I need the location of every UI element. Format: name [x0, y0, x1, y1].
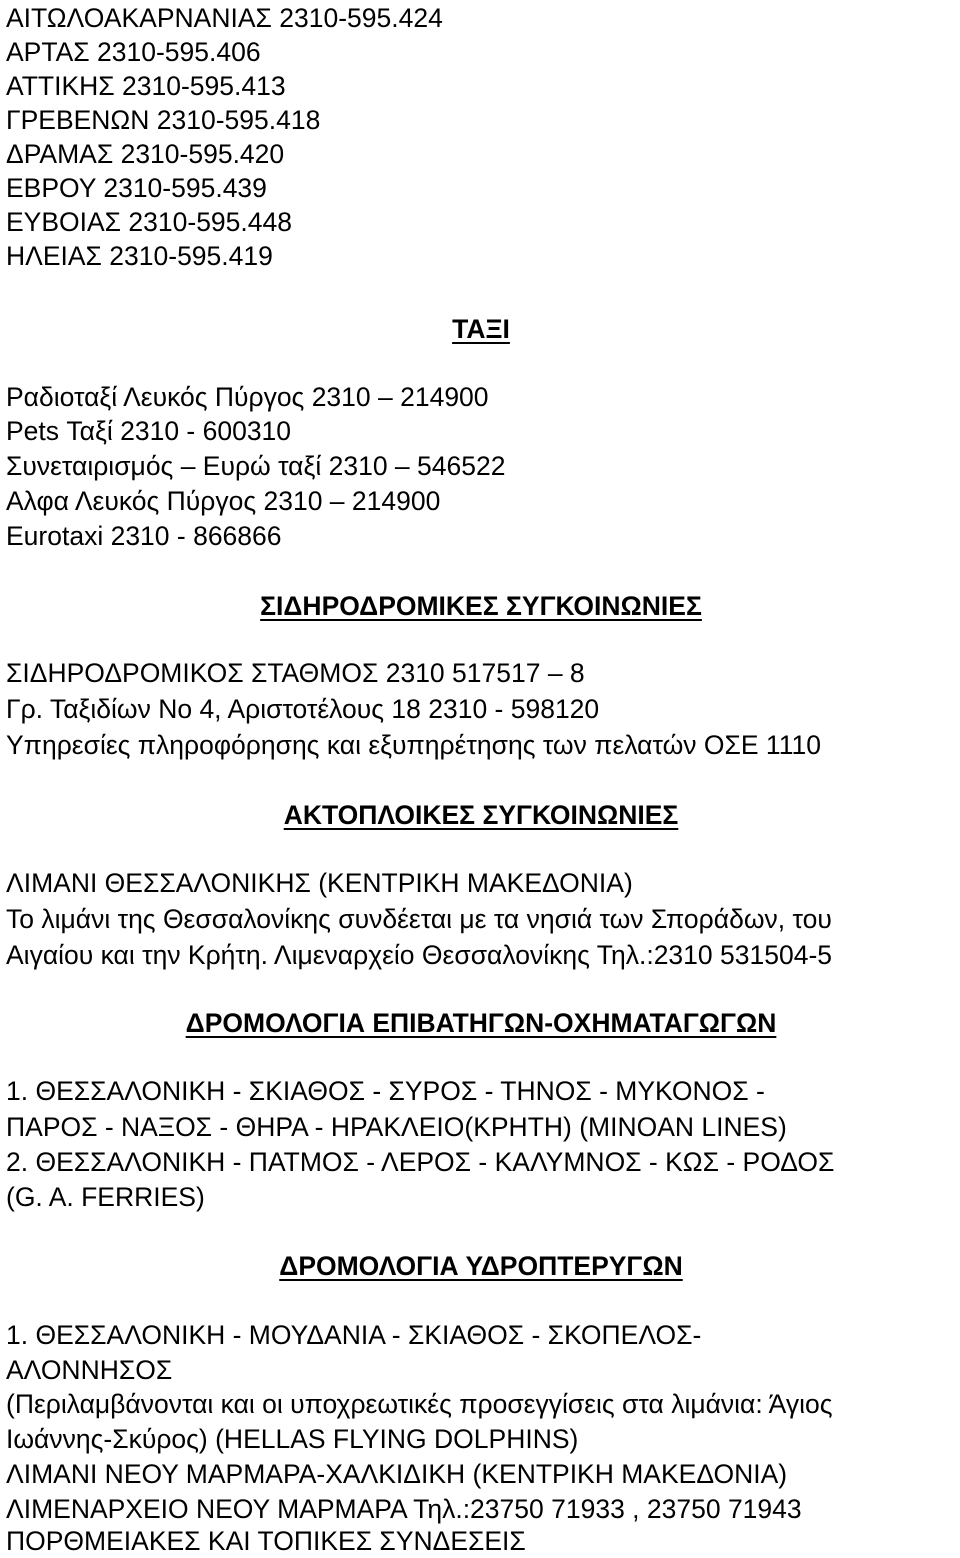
prefecture-line: ΓΡΕΒΕΝΩΝ 2310-595.418	[6, 105, 321, 135]
sea-line: Αιγαίου και την Κρήτη. Λιμεναρχείο Θεσσαλονίκης Τηλ.:2310 531504-5	[6, 940, 833, 970]
taxi-line: Ραδιοταξί Λευκός Πύργος 2310 – 214900	[6, 382, 489, 412]
hydrofoils-line: ΛΙΜΕΝΑΡΧΕΙΟ ΝΕΟΥ ΜΑΡΜΑΡΑ Τηλ.:23750 71933 , 23750 71943	[6, 1494, 802, 1524]
taxi-line: Pets Ταξί 2310 - 600310	[6, 416, 292, 446]
prefecture-line: ΕΥΒΟΙΑΣ 2310-595.448	[6, 207, 292, 237]
hydrofoils-line: ΑΛΟΝΝΗΣΟΣ	[6, 1355, 173, 1385]
ferries-line: ΠΑΡΟΣ - ΝΑΞΟΣ - ΘΗΡΑ - ΗΡΑΚΛΕΙΟ(ΚΡΗΤΗ) (MINOAN LINES)	[6, 1112, 787, 1142]
taxi-line: Αλφα Λευκός Πύργος 2310 – 214900	[6, 486, 441, 516]
sea-heading: ΑΚΤΟΠΛΟΙΚΕΣ ΣΥΓΚΟΙΝΩΝΙΕΣ	[283, 800, 679, 830]
prefecture-line: ΗΛΕΙΑΣ 2310-595.419	[6, 241, 273, 271]
hydrofoils-line: (Περιλαμβάνονται και οι υποχρεωτικές προσεγγίσεις στα λιμάνια: Άγιος	[6, 1389, 833, 1419]
hydrofoils-line: ΠΟΡΘΜΕΙΑΚΕΣ ΚΑΙ ΤΟΠΙΚΕΣ ΣΥΝΔΕΣΕΙΣ	[6, 1526, 526, 1556]
rail-line: Υπηρεσίες πληροφόρησης και εξυπηρέτησης των πελατών ΟΣΕ 1110	[6, 730, 821, 760]
prefecture-line: ΑΤΤΙΚΗΣ 2310-595.413	[6, 71, 286, 101]
prefecture-line: ΑΡΤΑΣ 2310-595.406	[6, 37, 261, 67]
ferries-heading: ΔΡΟΜΟΛΟΓΙΑ ΕΠΙΒΑΤΗΓΩΝ-ΟΧΗΜΑΤΑΓΩΓΩΝ	[185, 1008, 777, 1038]
taxi-line: Συνεταιρισμός – Ευρώ ταξί 2310 – 546522	[6, 451, 506, 481]
rail-line: ΣΙΔΗΡΟΔΡΟΜΙΚΟΣ ΣΤΑΘΜΟΣ 2310 517517 – 8	[6, 658, 585, 688]
hydrofoils-line: ΛΙΜΑΝΙ ΝΕΟΥ ΜΑΡΜΑΡΑ-ΧΑΛΚΙΔΙΚΗ (ΚΕΝΤΡΙΚΗ ΜΑΚΕΔΟΝΙΑ)	[6, 1459, 788, 1489]
ferries-line: 1. ΘΕΣΣΑΛΟΝΙΚΗ - ΣΚΙΑΘΟΣ - ΣΥΡΟΣ - ΤΗΝΟΣ - ΜΥΚΟΝΟΣ -	[6, 1076, 765, 1106]
ferries-line: 2. ΘΕΣΣΑΛΟΝΙΚΗ - ΠΑΤΜΟΣ - ΛΕΡΟΣ - ΚΑΛΥΜΝΟΣ - ΚΩΣ - ΡΟΔΟΣ	[6, 1147, 835, 1177]
rail-line: Γρ. Ταξιδίων Νο 4, Αριστοτέλους 18 2310 - 598120	[6, 694, 600, 724]
hydrofoils-line: Ιωάννης-Σκύρος) (HELLAS FLYING DOLPHINS)	[6, 1424, 579, 1454]
hydrofoils-heading: ΔΡΟΜΟΛΟΓΙΑ ΥΔΡΟΠΤΕΡΥΓΩΝ	[279, 1251, 683, 1281]
taxi-heading: ΤΑΞΙ	[452, 314, 510, 344]
sea-line: ΛΙΜΑΝΙ ΘΕΣΣΑΛΟΝΙΚΗΣ (ΚΕΝΤΡΙΚΗ ΜΑΚΕΔΟΝΙΑ)	[6, 868, 633, 898]
sea-line: Το λιμάνι της Θεσσαλονίκης συνδέεται με τα νησιά των Σποράδων, του	[6, 904, 832, 934]
hydrofoils-line: 1. ΘΕΣΣΑΛΟΝΙΚΗ - ΜΟΥΔΑΝΙΑ - ΣΚΙΑΘΟΣ - ΣΚΟΠΕΛΟΣ-	[6, 1320, 702, 1350]
prefecture-line: ΑΙΤΩΛΟΑΚΑΡΝΑΝΙΑΣ 2310-595.424	[6, 3, 443, 33]
ferries-line: (G. A. FERRIES)	[6, 1182, 205, 1212]
rail-heading: ΣΙΔΗΡΟΔΡΟΜΙΚΕΣ ΣΥΓΚΟΙΝΩΝΙΕΣ	[260, 591, 702, 621]
prefecture-line: ΕΒΡΟΥ 2310-595.439	[6, 173, 267, 203]
taxi-line: Eurotaxi 2310 - 866866	[6, 521, 282, 551]
prefecture-line: ΔΡΑΜΑΣ 2310-595.420	[6, 139, 285, 169]
